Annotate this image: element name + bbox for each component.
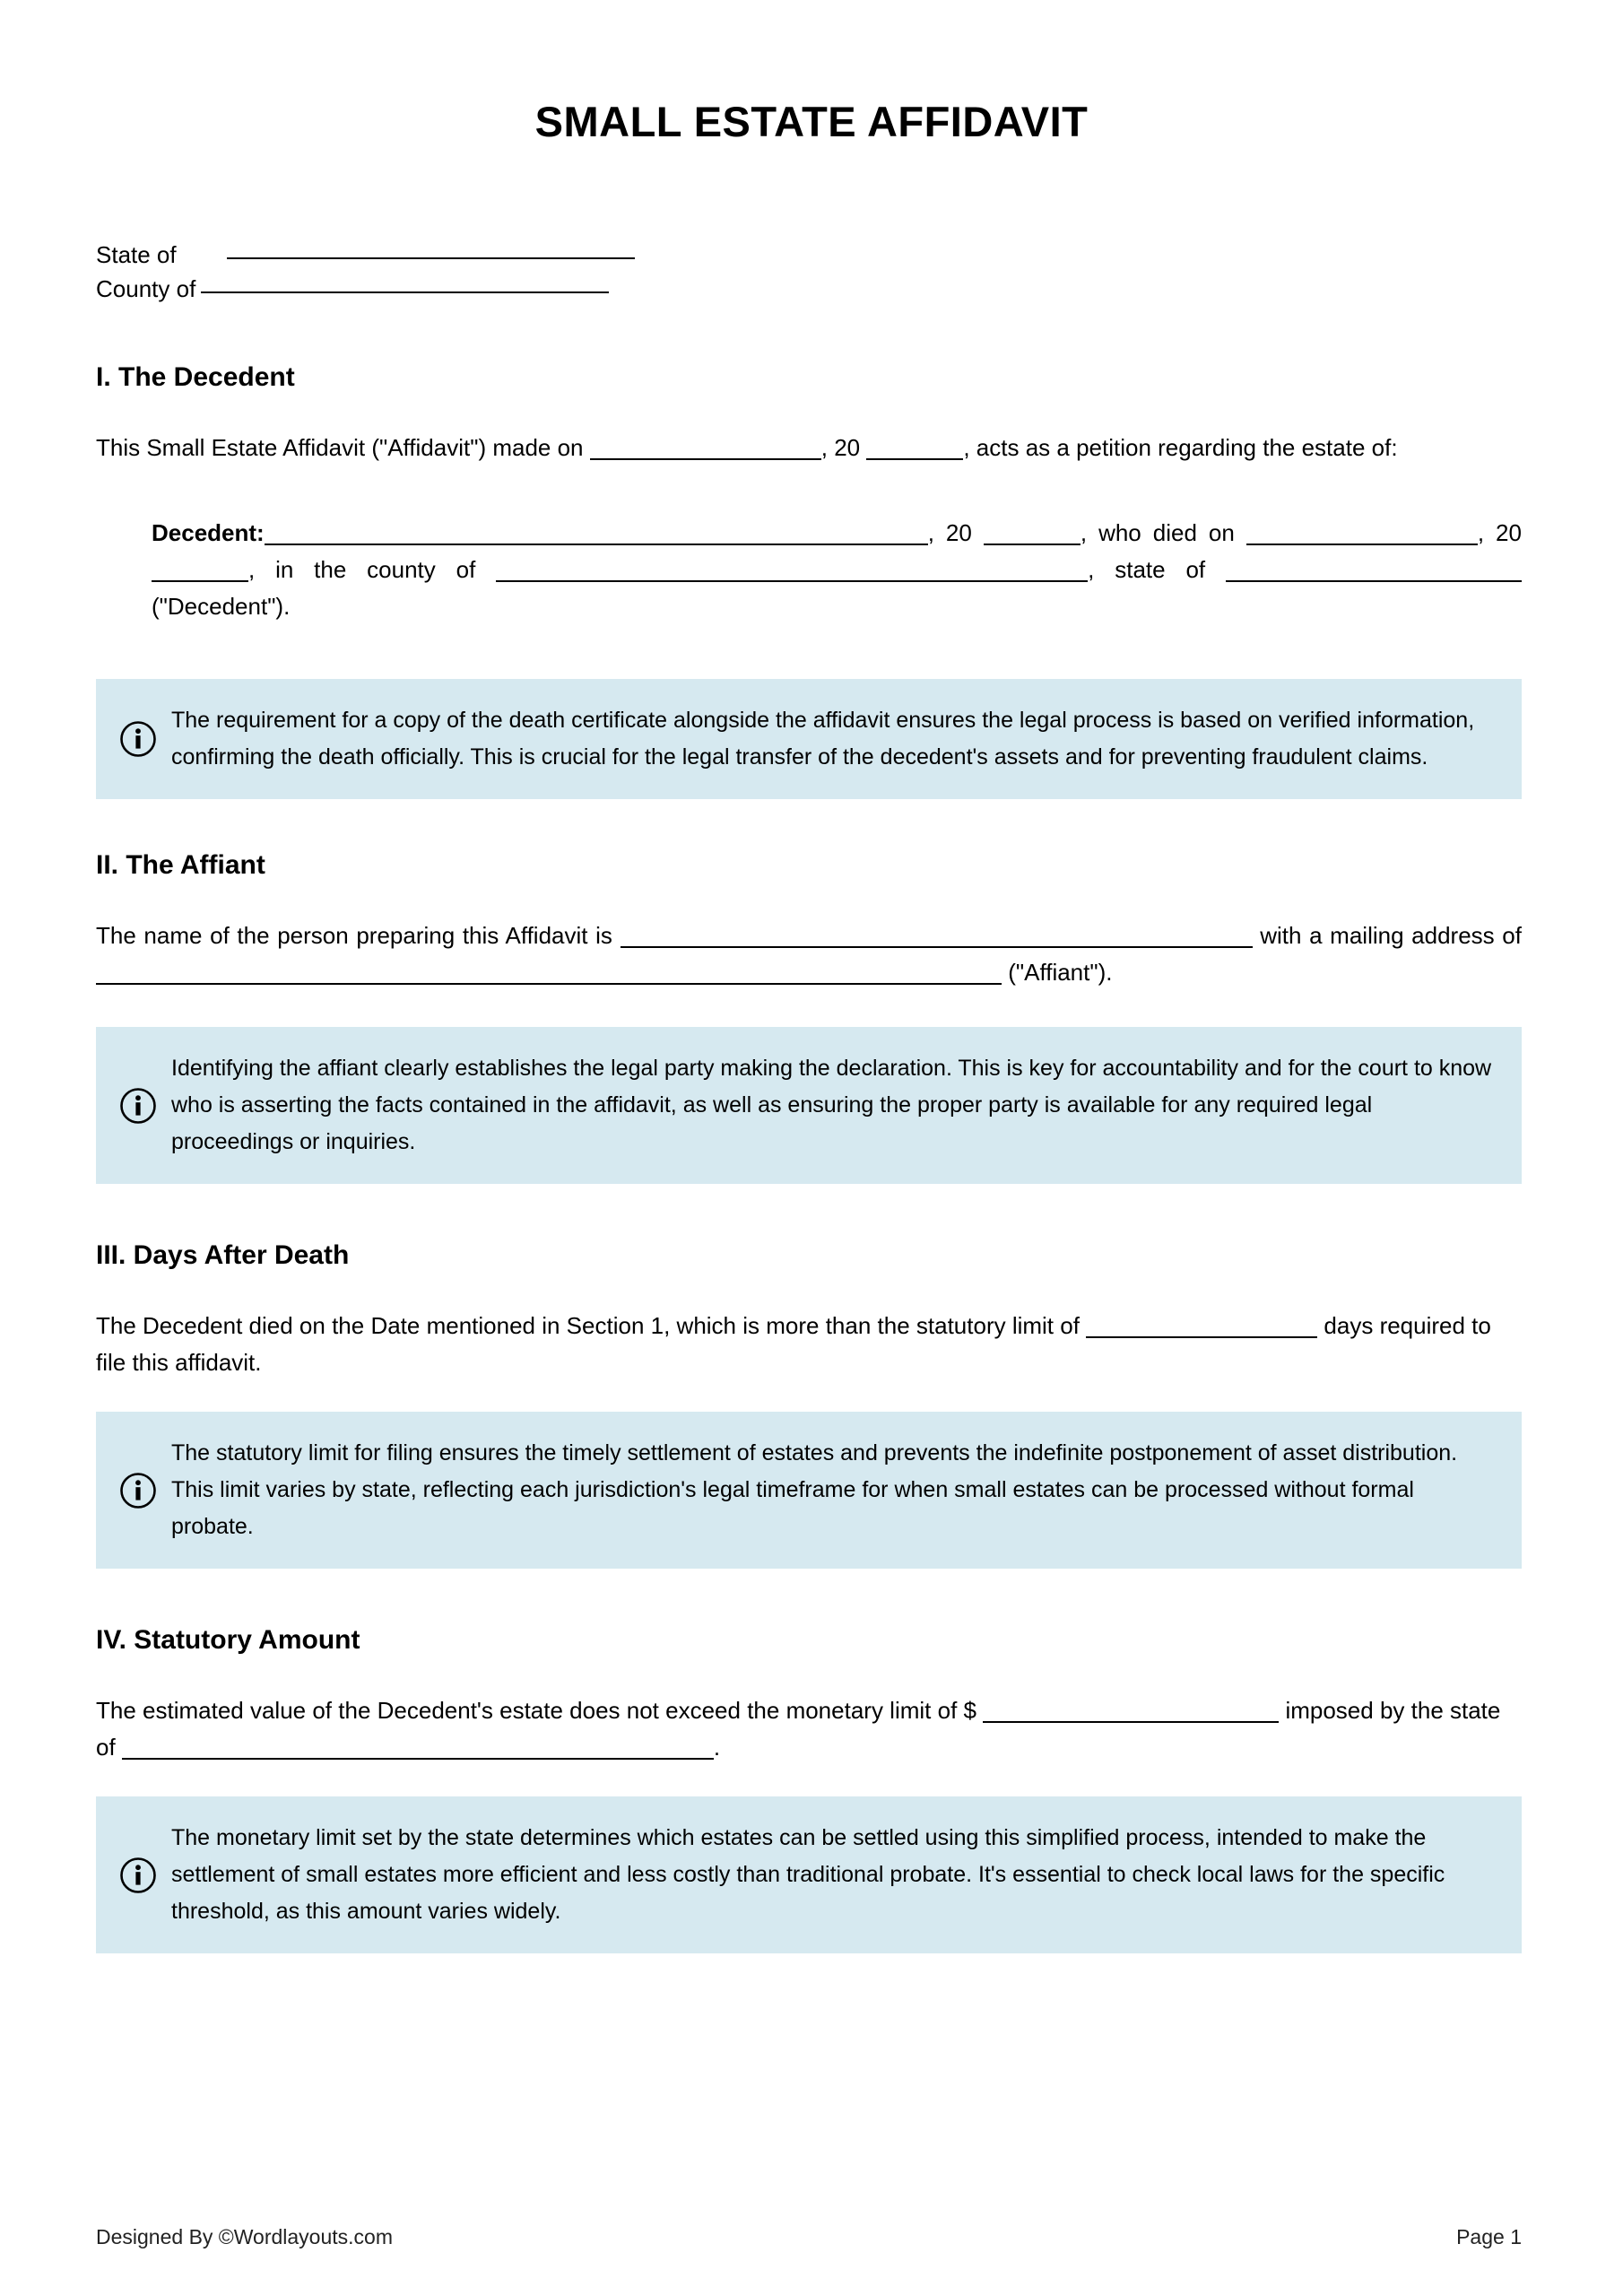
monetary-limit-blank[interactable] — [983, 1721, 1279, 1723]
affiant-text-after: ("Affiant"). — [1008, 959, 1113, 986]
info-circle-icon — [117, 1855, 159, 1896]
venue-block — [96, 238, 1522, 306]
decedent-text-6: , — [1088, 556, 1095, 583]
info-callout-affiant — [96, 1027, 1522, 1184]
decedent-intro-text-before: This Small Estate Affidavit ("Affidavit") made on — [96, 434, 584, 461]
affidavit-year-blank[interactable] — [866, 458, 963, 460]
statutory-days-blank[interactable] — [1086, 1336, 1317, 1338]
decedent-death-date-blank[interactable] — [1246, 544, 1478, 545]
decedent-text-2: , who died on — [1080, 519, 1235, 546]
footer-page-number: Page 1 — [1456, 2225, 1522, 2248]
affiant-name-blank[interactable] — [621, 946, 1253, 948]
affiant-paragraph — [96, 918, 1522, 991]
decedent-text-8: ("Decedent"). — [152, 593, 291, 620]
decedent-text-5: in the county of — [275, 556, 476, 583]
days-text-after: days required to file this affidavit. — [96, 1312, 1491, 1376]
info-callout-text: The monetary limit set by the state determines which estates can be settled using this simplified process, intended to make the settlement of small estates more efficient and less costly than traditional probate. It's essential to check local laws for the specific threshold, as this amount varies widely. — [171, 1825, 1445, 1924]
county-line — [96, 272, 1522, 306]
page-footer — [96, 2225, 1522, 2249]
statutory-amount-paragraph — [96, 1692, 1522, 1766]
info-circle-icon — [117, 1470, 159, 1511]
decedent-label: Decedent: — [152, 519, 265, 546]
info-callout-text: The requirement for a copy of the death certificate alongside the affidavit ensures the legal process is based on verified information, confirming the death officially. This is crucial for the legal transfer of the decedent's assets and for preventing fraudulent claims. — [171, 708, 1475, 770]
decedent-name-blank[interactable] — [265, 544, 928, 545]
state-input-blank[interactable] — [227, 257, 635, 259]
days-text-before: The Decedent died on the Date mentioned in Section 1, which is more than the statutory limit of — [96, 1312, 1080, 1339]
decedent-text-1: , 20 — [927, 519, 972, 546]
decedent-text-3: , 20 — [1477, 519, 1522, 546]
affiant-address-blank[interactable] — [96, 983, 1002, 985]
affidavit-date-blank[interactable] — [590, 458, 821, 460]
decedent-text-4: , — [248, 556, 256, 583]
decedent-intro-paragraph — [96, 430, 1522, 466]
statutory-text-before: The estimated value of the Decedent's estate does not exceed the monetary limit of $ — [96, 1697, 976, 1724]
section-heading-days-after-death: III. Days After Death — [96, 1240, 350, 1270]
footer-credit: Designed By ©Wordlayouts.com — [96, 2225, 393, 2248]
section-heading-decedent: I. The Decedent — [96, 362, 295, 392]
statutory-state-blank[interactable] — [122, 1758, 714, 1760]
document-body — [96, 238, 1522, 1953]
state-label: State of — [96, 241, 177, 268]
decedent-birth-year-blank[interactable] — [984, 544, 1081, 545]
statutory-text-mid: imposed by the state of — [96, 1697, 1501, 1761]
info-circle-icon — [117, 1085, 159, 1126]
affiant-text-before: The name of the person preparing this Affidavit is — [96, 922, 612, 949]
info-callout-decedent — [96, 679, 1522, 799]
decedent-county-blank[interactable] — [496, 580, 1088, 582]
section-heading-statutory-amount: IV. Statutory Amount — [96, 1625, 360, 1655]
info-circle-icon — [117, 718, 159, 760]
info-callout-text: The statutory limit for filing ensures the timely settlement of estates and prevents the indefinite postponement of asset distribution. This limit varies by state, reflecting each jurisdiction's legal timeframe for when small estates can be processed without formal probate. — [171, 1440, 1458, 1539]
state-line — [96, 238, 1522, 272]
info-callout-statutory-amount — [96, 1796, 1522, 1953]
info-callout-text: Identifying the affiant clearly establishes the legal party making the declaration. This is key for accountability and for the court to know who is asserting the facts contained in the affidavit, as well as ensuring the proper party is available for any required legal proceedings or inquiries. — [171, 1056, 1492, 1154]
page-title: SMALL ESTATE AFFIDAVIT — [534, 98, 1089, 145]
affiant-text-mid: with a mailing address of — [1260, 922, 1522, 949]
county-label: County of — [96, 275, 196, 302]
decedent-text-7: state of — [1115, 556, 1206, 583]
decedent-intro-text-mid: , 20 — [820, 434, 861, 461]
section-heading-affiant: II. The Affiant — [96, 850, 265, 880]
decedent-death-year-blank[interactable] — [152, 580, 248, 582]
decedent-detail-paragraph — [152, 515, 1522, 625]
decedent-state-blank[interactable] — [1226, 580, 1522, 582]
info-callout-days-after-death — [96, 1412, 1522, 1569]
statutory-text-after: . — [713, 1734, 721, 1761]
county-input-blank[interactable] — [201, 291, 609, 293]
decedent-intro-text-after: , acts as a petition regarding the estate of: — [963, 434, 1398, 461]
days-after-death-paragraph — [96, 1308, 1522, 1381]
